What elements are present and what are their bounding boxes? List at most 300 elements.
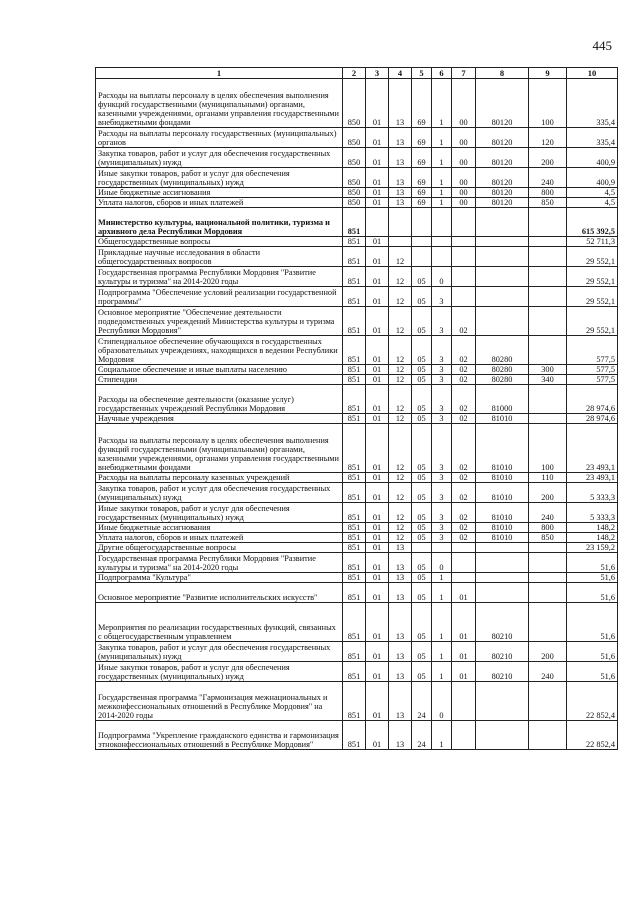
row-expense-type [529, 553, 567, 573]
row-section: 01 [366, 188, 389, 198]
row-subsection: 12 [389, 336, 412, 365]
row-amount: 577,5 [567, 336, 618, 365]
row-subsection: 13 [389, 543, 412, 553]
row-direction: 80210 [476, 603, 529, 642]
row-section: 01 [366, 483, 389, 503]
table-row [96, 365, 618, 375]
row-section: 01 [366, 365, 389, 375]
row-subprogram: 3 [432, 336, 452, 365]
row-ministry-code: 851 [343, 533, 366, 543]
row-direction: 81010 [476, 473, 529, 483]
row-program: 05 [412, 553, 432, 573]
row-subsection: 13 [389, 642, 412, 662]
row-section: 01 [366, 424, 389, 473]
table-row [96, 336, 618, 365]
row-direction [476, 287, 529, 307]
table-row [96, 198, 618, 208]
row-program: 05 [412, 287, 432, 307]
row-expense-type: 200 [529, 642, 567, 662]
row-main-event [452, 553, 476, 573]
table-row [96, 603, 618, 642]
row-expense-type: 240 [529, 503, 567, 523]
row-main-event: 02 [452, 336, 476, 365]
row-ministry-code: 851 [343, 208, 366, 237]
row-subprogram: 0 [432, 682, 452, 721]
row-program: 05 [412, 573, 432, 583]
row-expense-type: 110 [529, 473, 567, 483]
row-amount: 615 392,5 [567, 208, 618, 237]
row-description: Социальное обеспечение и иные выплаты населению [96, 365, 343, 375]
table-row [96, 533, 618, 543]
row-section: 01 [366, 128, 389, 148]
table-row [96, 473, 618, 483]
row-subsection: 13 [389, 148, 412, 168]
row-subsection: 12 [389, 365, 412, 375]
row-direction [476, 208, 529, 237]
table-row [96, 523, 618, 533]
row-direction: 81000 [476, 385, 529, 414]
row-subsection: 12 [389, 533, 412, 543]
row-main-event: 02 [452, 414, 476, 424]
row-expense-type [529, 583, 567, 603]
row-section: 01 [366, 267, 389, 287]
row-subprogram: 1 [432, 198, 452, 208]
row-direction: 80120 [476, 128, 529, 148]
row-amount: 23 493,1 [567, 473, 618, 483]
row-description: Подпрограмма "Культура" [96, 573, 343, 583]
row-section: 01 [366, 573, 389, 583]
row-program: 05 [412, 483, 432, 503]
row-amount: 51,6 [567, 583, 618, 603]
row-program: 05 [412, 336, 432, 365]
column-header: 4 [389, 68, 412, 79]
row-subprogram: 3 [432, 503, 452, 523]
row-subprogram: 3 [432, 533, 452, 543]
row-amount: 400,9 [567, 148, 618, 168]
row-amount: 400,9 [567, 168, 618, 188]
row-program: 69 [412, 148, 432, 168]
row-subsection: 13 [389, 188, 412, 198]
row-program: 05 [412, 424, 432, 473]
row-description: Подпрограмма "Обеспечение условий реализации государственной программы" [96, 287, 343, 307]
row-subprogram: 3 [432, 365, 452, 375]
row-main-event [452, 573, 476, 583]
row-subsection: 13 [389, 198, 412, 208]
row-program: 05 [412, 414, 432, 424]
row-ministry-code: 851 [343, 237, 366, 247]
row-description: Научные учреждения [96, 414, 343, 424]
row-subsection: 12 [389, 523, 412, 533]
row-program: 24 [412, 721, 432, 750]
row-section: 01 [366, 414, 389, 424]
row-description: Расходы на выплаты персоналу в целях обеспечения выполнения функций государственными (муниципальными) органами, казенными учреждениями, органами управления государственными внебюджетными фондами [96, 424, 343, 473]
row-expense-type: 850 [529, 198, 567, 208]
row-description: Закупка товаров, работ и услуг для обеспечения государственных (муниципальных) нужд [96, 642, 343, 662]
row-subprogram: 3 [432, 307, 452, 336]
row-section: 01 [366, 682, 389, 721]
row-description: Государственная программа Республики Мордовия "Развитие культуры и туризма" на 2014-2020 годы [96, 267, 343, 287]
row-main-event [452, 208, 476, 237]
row-description: Стипендиальное обеспечение обучающихся в государственных образовательных учреждениях, находящихся в ведении Республики Мордовия [96, 336, 343, 365]
row-expense-type: 800 [529, 523, 567, 533]
row-ministry-code: 850 [343, 148, 366, 168]
table-row [96, 583, 618, 603]
row-ministry-code: 851 [343, 365, 366, 375]
row-description: Основное мероприятие "Обеспечение деятельности подведомственных учреждений Министерства культуры и туризма Республики Мордовия" [96, 307, 343, 336]
row-ministry-code: 851 [343, 307, 366, 336]
row-program [412, 247, 432, 267]
table-row [96, 662, 618, 682]
row-direction: 80120 [476, 188, 529, 198]
table-row [96, 307, 618, 336]
row-subprogram: 1 [432, 168, 452, 188]
row-amount: 51,6 [567, 553, 618, 573]
table-row [96, 414, 618, 424]
row-direction: 80280 [476, 365, 529, 375]
row-description: Иные бюджетные ассигнования [96, 523, 343, 533]
row-subsection: 12 [389, 247, 412, 267]
row-description: Расходы на выплаты персоналу в целях обеспечения выполнения функций государственными (муниципальными) органами, казенными учреждениями, органами управления государственными внебюджетными фондами [96, 79, 343, 128]
table-row [96, 287, 618, 307]
row-ministry-code: 851 [343, 375, 366, 385]
row-subsection: 13 [389, 662, 412, 682]
row-section: 01 [366, 721, 389, 750]
row-ministry-code: 851 [343, 473, 366, 483]
row-main-event [452, 237, 476, 247]
row-direction [476, 307, 529, 336]
table-row [96, 503, 618, 523]
row-subsection: 12 [389, 473, 412, 483]
table-row [96, 642, 618, 662]
row-expense-type: 100 [529, 79, 567, 128]
row-subsection: 12 [389, 287, 412, 307]
row-description: Министерство культуры, национальной политики, туризма и архивного дела Республики Мордовия [96, 208, 343, 237]
row-amount: 148,2 [567, 533, 618, 543]
row-amount: 29 552,1 [567, 307, 618, 336]
row-direction [476, 267, 529, 287]
row-section: 01 [366, 523, 389, 533]
row-subprogram: 1 [432, 188, 452, 198]
row-subsection [389, 237, 412, 247]
row-ministry-code: 851 [343, 385, 366, 414]
row-amount: 29 552,1 [567, 247, 618, 267]
row-ministry-code: 851 [343, 483, 366, 503]
row-expense-type: 120 [529, 128, 567, 148]
row-main-event: 00 [452, 148, 476, 168]
table-row [96, 385, 618, 414]
row-main-event [452, 267, 476, 287]
row-section: 01 [366, 307, 389, 336]
row-expense-type: 240 [529, 662, 567, 682]
row-amount: 335,4 [567, 79, 618, 128]
row-description: Уплата налогов, сборов и иных платежей [96, 198, 343, 208]
row-expense-type: 200 [529, 483, 567, 503]
row-amount: 22 852,4 [567, 721, 618, 750]
row-description: Основное мероприятие "Развитие исполнительских искусств" [96, 583, 343, 603]
row-main-event: 02 [452, 483, 476, 503]
row-direction: 80210 [476, 642, 529, 662]
row-expense-type: 100 [529, 424, 567, 473]
row-description: Иные закупки товаров, работ и услуг для обеспечения государственных (муниципальных) нужд [96, 662, 343, 682]
row-subsection: 12 [389, 414, 412, 424]
row-direction: 81010 [476, 424, 529, 473]
row-ministry-code: 851 [343, 583, 366, 603]
row-ministry-code: 851 [343, 573, 366, 583]
row-main-event [452, 543, 476, 553]
row-subprogram: 3 [432, 473, 452, 483]
row-direction: 80120 [476, 198, 529, 208]
row-expense-type [529, 603, 567, 642]
row-main-event: 00 [452, 198, 476, 208]
row-main-event: 00 [452, 128, 476, 148]
row-description: Уплата налогов, сборов и иных платежей [96, 533, 343, 543]
table-row [96, 208, 618, 237]
table-row [96, 543, 618, 553]
row-section: 01 [366, 336, 389, 365]
row-section: 01 [366, 533, 389, 543]
row-subprogram: 0 [432, 553, 452, 573]
row-amount: 51,6 [567, 642, 618, 662]
column-header: 9 [529, 68, 567, 79]
row-expense-type: 800 [529, 188, 567, 198]
row-amount: 4,5 [567, 198, 618, 208]
row-direction: 81010 [476, 533, 529, 543]
row-program: 69 [412, 198, 432, 208]
row-subsection [389, 208, 412, 237]
row-subprogram: 1 [432, 603, 452, 642]
row-ministry-code: 851 [343, 523, 366, 533]
row-program: 05 [412, 365, 432, 375]
row-subprogram: 1 [432, 79, 452, 128]
row-main-event: 02 [452, 365, 476, 375]
row-main-event: 02 [452, 375, 476, 385]
row-main-event [452, 682, 476, 721]
row-description: Другие общегосударственные вопросы [96, 543, 343, 553]
row-subprogram: 3 [432, 483, 452, 503]
table-row [96, 168, 618, 188]
row-ministry-code: 850 [343, 188, 366, 198]
row-description: Иные бюджетные ассигнования [96, 188, 343, 198]
column-header: 5 [412, 68, 432, 79]
row-program: 05 [412, 642, 432, 662]
row-section: 01 [366, 473, 389, 483]
row-expense-type [529, 307, 567, 336]
row-description: Иные закупки товаров, работ и услуг для обеспечения государственных (муниципальных) нужд [96, 168, 343, 188]
row-ministry-code: 851 [343, 336, 366, 365]
row-description: Расходы на обеспечение деятельности (оказание услуг) государственных учреждений Республики Мордовия [96, 385, 343, 414]
table-row [96, 148, 618, 168]
row-expense-type [529, 573, 567, 583]
row-program: 05 [412, 267, 432, 287]
row-direction: 81010 [476, 414, 529, 424]
row-amount: 29 552,1 [567, 267, 618, 287]
row-direction: 80280 [476, 336, 529, 365]
row-ministry-code: 851 [343, 414, 366, 424]
row-subprogram: 1 [432, 573, 452, 583]
row-direction [476, 583, 529, 603]
row-ministry-code: 851 [343, 603, 366, 642]
budget-table [95, 67, 618, 750]
row-expense-type [529, 287, 567, 307]
row-main-event: 01 [452, 603, 476, 642]
row-amount: 4,5 [567, 188, 618, 198]
column-header: 7 [452, 68, 476, 79]
row-expense-type [529, 336, 567, 365]
row-description: Расходы на выплаты персоналу казенных учреждений [96, 473, 343, 483]
row-subsection: 12 [389, 307, 412, 336]
row-subprogram: 3 [432, 414, 452, 424]
row-expense-type: 340 [529, 375, 567, 385]
row-description: Государственная программа Республики Мордовия "Развитие культуры и туризма" на 2014-2020 годы [96, 553, 343, 573]
row-program: 05 [412, 583, 432, 603]
row-expense-type: 240 [529, 168, 567, 188]
row-subsection: 12 [389, 385, 412, 414]
row-program: 05 [412, 503, 432, 523]
row-subprogram: 1 [432, 583, 452, 603]
row-subsection: 13 [389, 573, 412, 583]
table-row [96, 682, 618, 721]
row-subprogram: 3 [432, 424, 452, 473]
row-section: 01 [366, 603, 389, 642]
row-ministry-code: 851 [343, 424, 366, 473]
table-row [96, 128, 618, 148]
row-section: 01 [366, 642, 389, 662]
row-ministry-code: 850 [343, 128, 366, 148]
row-amount: 28 974,6 [567, 385, 618, 414]
row-section: 01 [366, 287, 389, 307]
row-program [412, 543, 432, 553]
row-subprogram: 3 [432, 385, 452, 414]
row-direction [476, 543, 529, 553]
row-description: Подпрограмма "Укрепление гражданского единства и гармонизация этноконфессиональных отношений в Республике Мордовия" [96, 721, 343, 750]
row-program: 69 [412, 128, 432, 148]
row-description: Общегосударственные вопросы [96, 237, 343, 247]
row-expense-type [529, 414, 567, 424]
table-row [96, 375, 618, 385]
row-subsection: 13 [389, 682, 412, 721]
row-expense-type [529, 267, 567, 287]
row-main-event: 02 [452, 533, 476, 543]
row-amount: 577,5 [567, 375, 618, 385]
row-expense-type: 850 [529, 533, 567, 543]
row-direction: 80120 [476, 148, 529, 168]
row-description: Расходы на выплаты персоналу государственных (муниципальных) органов [96, 128, 343, 148]
row-direction [476, 682, 529, 721]
row-subprogram: 3 [432, 375, 452, 385]
table-row [96, 483, 618, 503]
row-ministry-code: 851 [343, 721, 366, 750]
column-header: 8 [476, 68, 529, 79]
row-program: 05 [412, 375, 432, 385]
table-header-row [96, 68, 618, 79]
row-main-event: 02 [452, 307, 476, 336]
row-program: 05 [412, 523, 432, 533]
table-row [96, 79, 618, 128]
row-program: 24 [412, 682, 432, 721]
row-amount: 51,6 [567, 603, 618, 642]
row-description: Стипендии [96, 375, 343, 385]
row-program: 05 [412, 662, 432, 682]
table-row [96, 247, 618, 267]
row-main-event: 02 [452, 473, 476, 483]
row-section [366, 208, 389, 237]
row-main-event [452, 721, 476, 750]
row-expense-type [529, 208, 567, 237]
row-subprogram: 1 [432, 721, 452, 750]
row-section: 01 [366, 247, 389, 267]
row-program: 05 [412, 307, 432, 336]
row-program: 69 [412, 168, 432, 188]
row-ministry-code: 851 [343, 247, 366, 267]
row-main-event: 01 [452, 583, 476, 603]
row-ministry-code: 851 [343, 662, 366, 682]
row-section: 01 [366, 237, 389, 247]
page-number: 445 [592, 38, 612, 53]
column-header: 10 [567, 68, 618, 79]
row-subsection: 13 [389, 603, 412, 642]
row-ministry-code: 851 [343, 553, 366, 573]
row-subprogram: 1 [432, 662, 452, 682]
row-expense-type [529, 682, 567, 721]
row-direction: 81010 [476, 503, 529, 523]
row-subprogram: 1 [432, 642, 452, 662]
row-section: 01 [366, 79, 389, 128]
row-amount: 52 711,3 [567, 237, 618, 247]
row-direction [476, 721, 529, 750]
row-description: Закупка товаров, работ и услуг для обеспечения государственных (муниципальных) нужд [96, 148, 343, 168]
row-section: 01 [366, 543, 389, 553]
row-subprogram [432, 247, 452, 267]
row-amount: 23 159,2 [567, 543, 618, 553]
row-ministry-code: 851 [343, 267, 366, 287]
row-section: 01 [366, 375, 389, 385]
row-subprogram [432, 208, 452, 237]
row-ministry-code: 850 [343, 198, 366, 208]
row-expense-type: 300 [529, 365, 567, 375]
row-amount: 577,5 [567, 365, 618, 375]
row-section: 01 [366, 553, 389, 573]
row-description: Иные закупки товаров, работ и услуг для обеспечения государственных (муниципальных) нужд [96, 503, 343, 523]
row-direction [476, 573, 529, 583]
table-row [96, 553, 618, 573]
row-subsection: 13 [389, 168, 412, 188]
row-amount: 29 552,1 [567, 287, 618, 307]
row-expense-type [529, 237, 567, 247]
row-subsection: 13 [389, 79, 412, 128]
row-section: 01 [366, 385, 389, 414]
row-subsection: 13 [389, 128, 412, 148]
column-header: 3 [366, 68, 389, 79]
row-section: 01 [366, 503, 389, 523]
row-amount: 22 852,4 [567, 682, 618, 721]
row-section: 01 [366, 583, 389, 603]
row-main-event: 01 [452, 642, 476, 662]
row-main-event: 02 [452, 523, 476, 533]
table-row [96, 267, 618, 287]
row-ministry-code: 850 [343, 79, 366, 128]
row-subsection: 12 [389, 483, 412, 503]
row-ministry-code: 851 [343, 287, 366, 307]
row-subsection: 13 [389, 721, 412, 750]
row-amount: 5 333,3 [567, 483, 618, 503]
column-header: 6 [432, 68, 452, 79]
row-section: 01 [366, 198, 389, 208]
row-main-event [452, 287, 476, 307]
row-main-event: 02 [452, 503, 476, 523]
row-subprogram: 1 [432, 128, 452, 148]
row-expense-type [529, 247, 567, 267]
row-section: 01 [366, 168, 389, 188]
